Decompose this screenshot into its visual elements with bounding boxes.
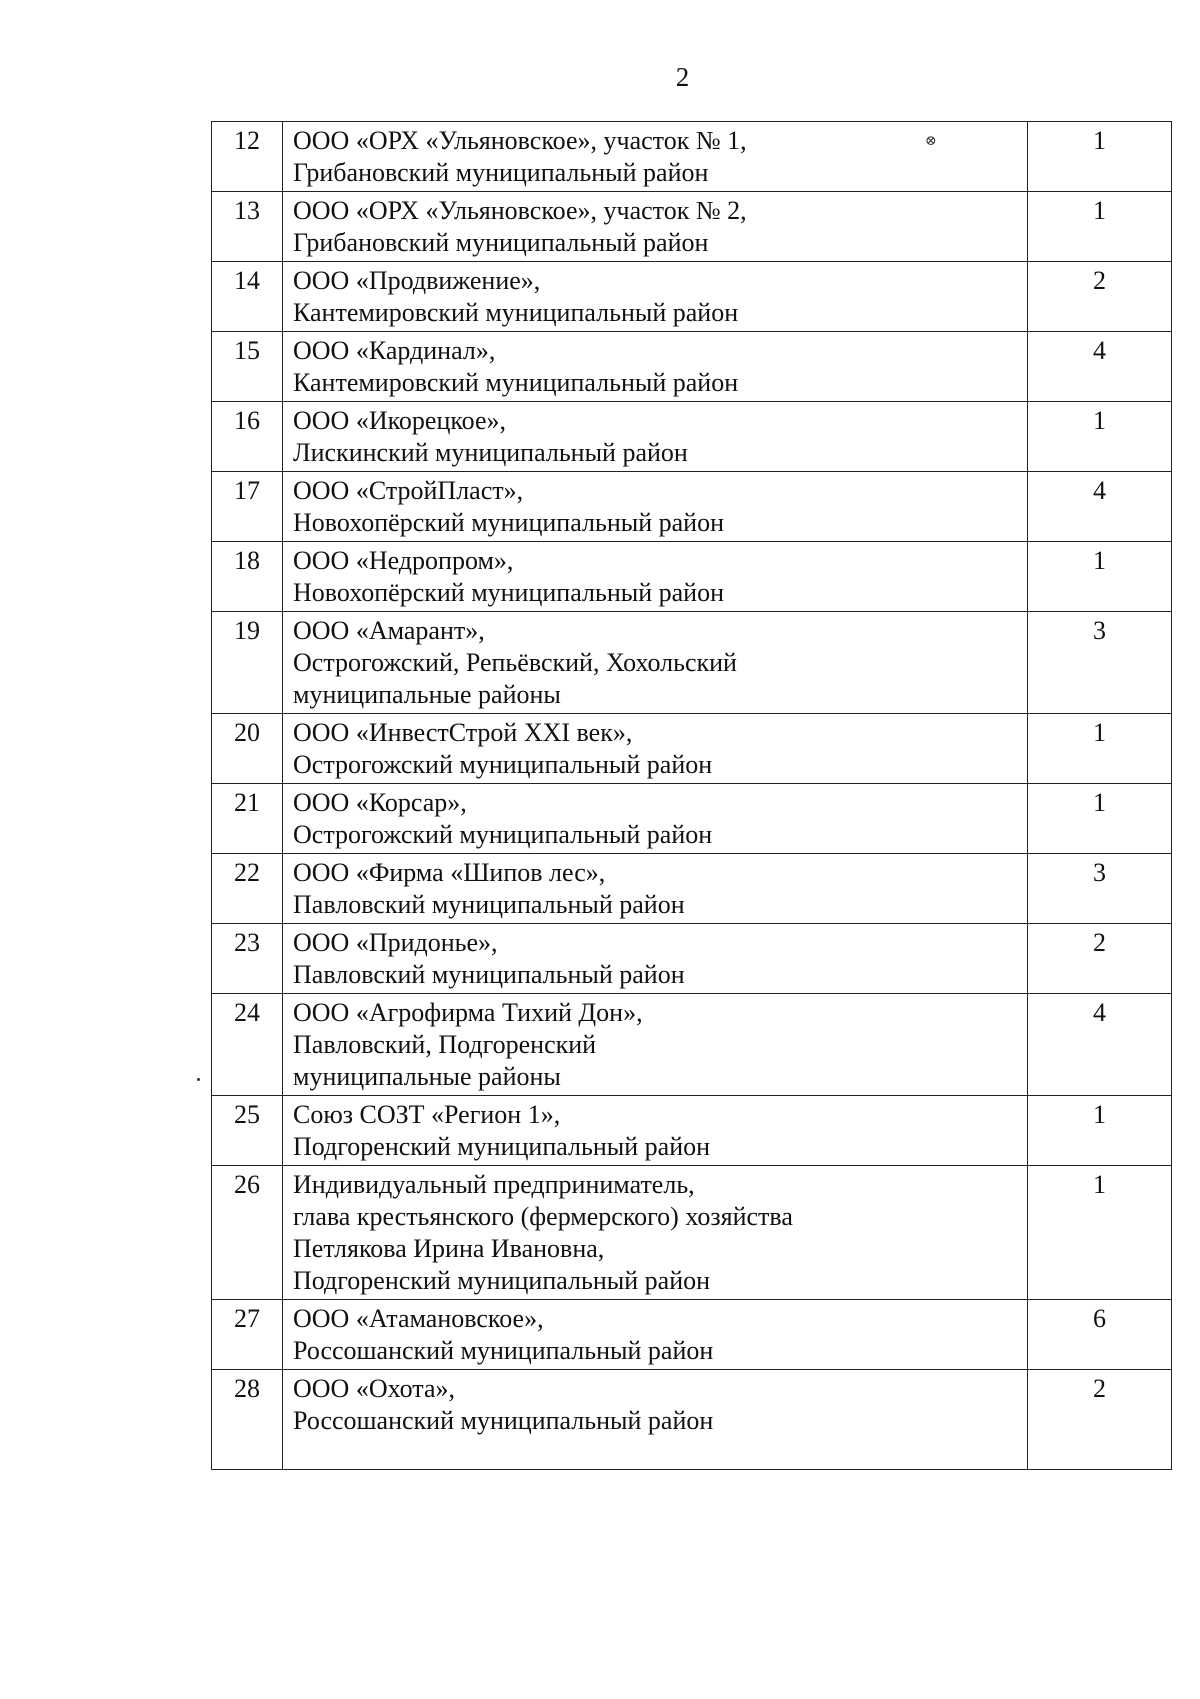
organization-line: ООО «ОРХ «Ульяновское», участок № 1, <box>293 126 747 155</box>
table-row <box>212 612 1172 714</box>
quantity-cell: 4 <box>1028 994 1172 1096</box>
table-row <box>212 472 1172 542</box>
organization-line: Новохопёрский муниципальный район <box>293 508 724 537</box>
quantity-cell: 3 <box>1028 612 1172 714</box>
row-number: 27 <box>212 1300 283 1370</box>
organization-line: ООО «Атамановское», <box>293 1304 544 1333</box>
quantity-cell: 4 <box>1028 472 1172 542</box>
organization-line: Павловский муниципальный район <box>293 960 685 989</box>
quantity-cell: 1 <box>1028 1166 1172 1300</box>
organization-cell <box>283 924 1028 994</box>
quantity-cell: 6 <box>1028 1300 1172 1370</box>
organization-line: Кантемировский муниципальный район <box>293 298 739 327</box>
organization-cell <box>283 262 1028 332</box>
organization-line: ООО «ИнвестСтрой XXI век», <box>293 718 633 747</box>
quantity-cell: 1 <box>1028 784 1172 854</box>
organization-cell <box>283 714 1028 784</box>
quantity-cell: 1 <box>1028 542 1172 612</box>
organization-cell <box>283 472 1028 542</box>
row-number: 20 <box>212 714 283 784</box>
organization-line: Грибановский муниципальный район <box>293 158 709 187</box>
organization-line: муниципальные районы <box>293 1062 561 1091</box>
organization-line: Россошанский муниципальный район <box>293 1336 714 1365</box>
organization-line: ООО «Придонье», <box>293 928 498 957</box>
table-row <box>212 192 1172 262</box>
table-body <box>212 122 1172 1470</box>
organization-line: ООО «Корсар», <box>293 788 467 817</box>
row-number: 16 <box>212 402 283 472</box>
organization-cell <box>283 542 1028 612</box>
table-row <box>212 1096 1172 1166</box>
quantity-cell: 1 <box>1028 192 1172 262</box>
table-row <box>212 714 1172 784</box>
organization-line: Кантемировский муниципальный район <box>293 368 739 397</box>
row-number: 14 <box>212 262 283 332</box>
table-row <box>212 784 1172 854</box>
row-number: 13 <box>212 192 283 262</box>
row-number: 28 <box>212 1370 283 1470</box>
row-number: 23 <box>212 924 283 994</box>
organization-cell <box>283 784 1028 854</box>
organization-line: глава крестьянского (фермерского) хозяйства <box>293 1202 793 1231</box>
row-number: 25 <box>212 1096 283 1166</box>
organizations-table <box>211 121 1172 1470</box>
organization-line: Подгоренский муниципальный район <box>293 1132 711 1161</box>
row-number: 17 <box>212 472 283 542</box>
organization-line: ООО «Амарант», <box>293 616 485 645</box>
quantity-cell: 4 <box>1028 332 1172 402</box>
row-number: 12 <box>212 122 283 192</box>
organization-line: Павловский муниципальный район <box>293 890 685 919</box>
organization-line: ООО «Охота», <box>293 1374 455 1403</box>
organization-line: ООО «Агрофирма Тихий Дон», <box>293 998 643 1027</box>
organization-cell <box>283 1096 1028 1166</box>
organization-line: Острогожский, Репьёвский, Хохольский <box>293 648 737 677</box>
quantity-cell: 1 <box>1028 402 1172 472</box>
organization-line: Острогожский муниципальный район <box>293 820 713 849</box>
organization-cell <box>283 1370 1028 1470</box>
organization-line: ООО «Продвижение», <box>293 266 541 295</box>
table-row <box>212 332 1172 402</box>
organization-cell <box>283 1166 1028 1300</box>
row-number: 19 <box>212 612 283 714</box>
table-row <box>212 122 1172 192</box>
row-number: 22 <box>212 854 283 924</box>
organization-cell <box>283 332 1028 402</box>
organization-line: Россошанский муниципальный район <box>293 1406 714 1435</box>
organization-line: муниципальные районы <box>293 680 561 709</box>
page-number: 2 <box>675 62 690 92</box>
organization-line: Новохопёрский муниципальный район <box>293 578 724 607</box>
quantity-cell: 2 <box>1028 262 1172 332</box>
quantity-cell: 1 <box>1028 714 1172 784</box>
organization-line: ООО «СтройПласт», <box>293 476 524 505</box>
organization-line: ООО «Кардинал», <box>293 336 496 365</box>
organization-line: Петлякова Ирина Ивановна, <box>293 1234 605 1263</box>
organization-line: Грибановский муниципальный район <box>293 228 709 257</box>
table-row <box>212 994 1172 1096</box>
organization-line: ООО «Недропром», <box>293 546 514 575</box>
table-row <box>212 1300 1172 1370</box>
organization-cell <box>283 854 1028 924</box>
table-row <box>212 1370 1172 1470</box>
row-number: 24 <box>212 994 283 1096</box>
row-number: 18 <box>212 542 283 612</box>
organization-line: ООО «Фирма «Шипов лес», <box>293 858 606 887</box>
table-row <box>212 542 1172 612</box>
organization-line: ООО «Икорецкое», <box>293 406 507 435</box>
row-number: 21 <box>212 784 283 854</box>
organization-line: Индивидуальный предприниматель, <box>293 1170 695 1199</box>
organization-line: Острогожский муниципальный район <box>293 750 713 779</box>
scan-mark-icon: ⊗ <box>925 134 937 149</box>
organization-cell <box>283 402 1028 472</box>
organization-cell <box>283 192 1028 262</box>
quantity-cell: 2 <box>1028 1370 1172 1470</box>
table-row <box>212 924 1172 994</box>
table-row <box>212 402 1172 472</box>
organization-line: ООО «ОРХ «Ульяновское», участок № 2, <box>293 196 747 225</box>
organization-line: Подгоренский муниципальный район <box>293 1266 711 1295</box>
organization-cell <box>283 994 1028 1096</box>
table-row <box>212 1166 1172 1300</box>
organization-line: Союз СОЗТ «Регион 1», <box>293 1100 561 1129</box>
organization-line: Павловский, Подгоренский <box>293 1030 597 1059</box>
organization-cell <box>283 612 1028 714</box>
quantity-cell: 1 <box>1028 122 1172 192</box>
table-row <box>212 262 1172 332</box>
quantity-cell: 2 <box>1028 924 1172 994</box>
organization-cell <box>283 122 1028 192</box>
row-number: 15 <box>212 332 283 402</box>
quantity-cell: 1 <box>1028 1096 1172 1166</box>
row-number: 26 <box>212 1166 283 1300</box>
quantity-cell: 3 <box>1028 854 1172 924</box>
table-row <box>212 854 1172 924</box>
scan-dot <box>197 1078 200 1081</box>
organization-line: Лискинский муниципальный район <box>293 438 688 467</box>
organization-cell <box>283 1300 1028 1370</box>
